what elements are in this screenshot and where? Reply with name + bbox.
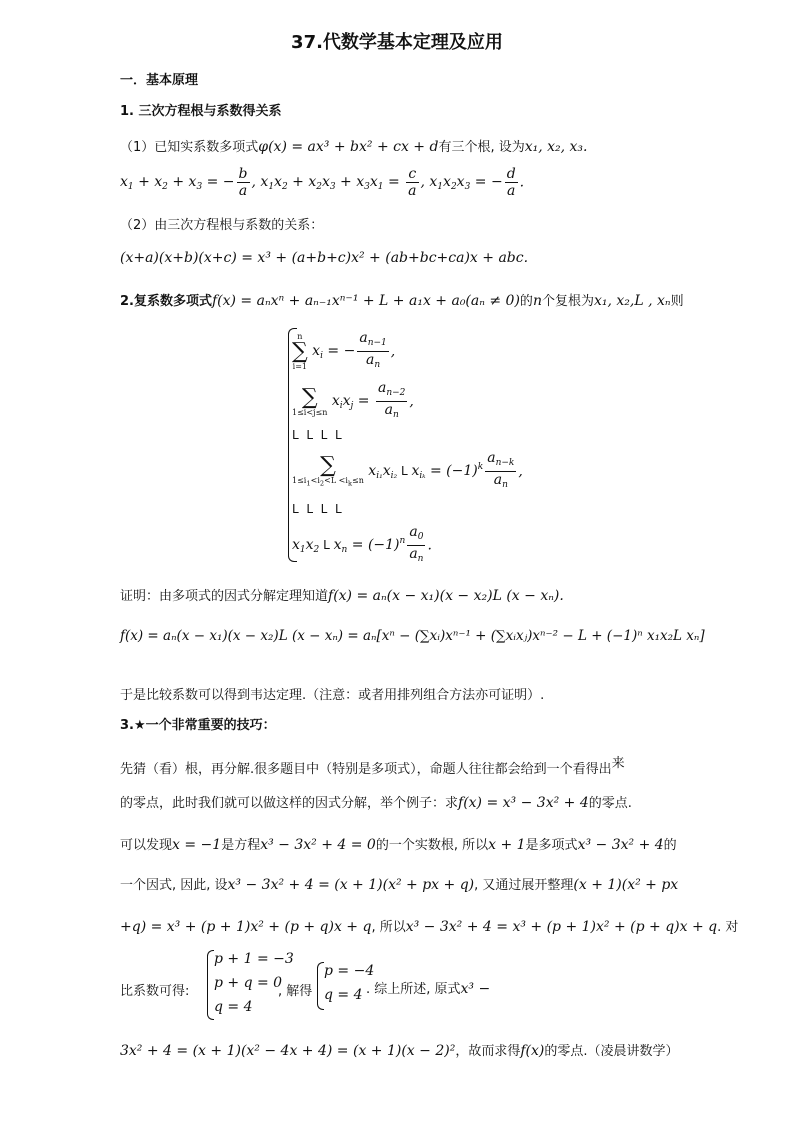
example-formula: (x + 1)(x² + px xyxy=(573,877,679,893)
example-line-2 xyxy=(120,874,678,893)
example-text: 是多项式 xyxy=(525,838,578,853)
cubic-polynomial-formula: φ(x) = ax³ + bx² + cx + d xyxy=(258,139,439,155)
system-eq-3: q = 4 xyxy=(214,999,253,1015)
system-brace xyxy=(207,950,214,1020)
example-formula: +q) = x³ + (p + 1)x² + (p + q)x + q xyxy=(120,919,372,935)
summary-text xyxy=(366,978,490,997)
paragraph-prefix: （1）已知实系数多项式 xyxy=(120,140,259,155)
example-formula: x³ − 3x² + 4 = (x + 1)(x² + px + q) xyxy=(227,877,475,893)
final-factorization: 3x² + 4 = (x + 1)(x² − 4x + 4) = (x + 1)(x − 2)² xyxy=(120,1043,456,1059)
example-line-final xyxy=(120,1040,678,1059)
connector-text: 个复根为 xyxy=(541,294,594,309)
example-text: 的 xyxy=(663,838,677,853)
page-title: 37.代数学基本定理及应用 xyxy=(291,32,503,53)
technique-line-2 xyxy=(120,792,632,811)
example-formula: f(x) xyxy=(520,1043,545,1059)
vieta-n-k-terms: ∑ $1\le i_1<i_2<L <i_k\le n$ $x_{i_1}x_{i_2}$ L $x_{i_k} = (-1)^k$ $\frac{a_{n-k}}{a_n}$ , xyxy=(292,450,523,490)
subsection-technique: 3.★一个非常重要的技巧： xyxy=(120,718,276,733)
proof-statement xyxy=(120,585,564,604)
solution-eq-2: q = 4 xyxy=(324,987,363,1003)
paragraph-cubic-definition xyxy=(120,136,588,155)
system-eq-1: p + 1 = −3 xyxy=(214,951,294,967)
example-text: 的一个实数根, 所以 xyxy=(375,838,489,853)
connector-text: 的 xyxy=(519,294,533,309)
vieta-n-sum: n ∑ i=1 $x_i$ = − $\frac{a_{n-1}}{a_n}$ , xyxy=(292,330,396,371)
vieta-n-pairs: ∑ 1≤i<j≤n $x_ix_j$ = $\frac{a_{n-2}}{a_n}$ , xyxy=(292,380,414,420)
ellipsis-row: L L L L xyxy=(292,428,342,442)
system-eq-2: p + q = 0 xyxy=(214,975,283,991)
expansion-formula: f(x) = aₙ(x − x₁)(x − x₂)L (x − xₙ) = aₙ[xⁿ − (∑xᵢ)xⁿ⁻¹ + (∑xᵢxⱼ)xⁿ⁻² − L + (−1)ⁿ x₁x₂L xₙ] xyxy=(120,628,705,644)
subsection-cubic-vieta: 1. 三次方程根与系数得关系 xyxy=(120,104,282,119)
example-text: 可以发现 xyxy=(120,838,173,853)
example-text: , 所以 xyxy=(371,920,406,935)
example-line-3 xyxy=(120,916,738,935)
paragraph-complex-polynomial xyxy=(120,290,684,309)
example-text: 一个因式, 因此, 设 xyxy=(120,878,228,893)
example-text: 的零点.（凌晨讲数学） xyxy=(544,1044,679,1059)
technique-text-end: 来 xyxy=(611,756,625,771)
example-text: ，故而求得 xyxy=(455,1044,521,1059)
degree-symbol: n xyxy=(532,293,542,309)
example-formula: x³ − 3x² + 4 = x³ + (p + 1)x² + (p + q)x + q xyxy=(405,919,718,935)
paragraph-cubic-relation: （2）由三次方程根与系数的关系： xyxy=(120,218,324,233)
ellipsis-row: L L L L xyxy=(292,502,342,516)
technique-text: 的零点，此时我们就可以做这样的因式分解，举个例子：求 xyxy=(120,796,459,811)
solve-label: , 解得 xyxy=(278,984,313,999)
technique-text: 先猜（看）根，再分解.很多题目中（特别是多项式），命题人往往都会给到一个看得出 xyxy=(120,762,612,777)
proof-prefix: 证明：由多项式的因式分解定理知道 xyxy=(120,589,329,604)
connector-text: 则 xyxy=(670,294,684,309)
example-text: . 综上所述, 原式 xyxy=(366,982,461,997)
example-line-1 xyxy=(120,834,677,853)
example-function: f(x) = x³ − 3x² + 4 xyxy=(458,795,589,811)
example-formula: x = −1 xyxy=(172,837,222,853)
paragraph-suffix: 有三个根, 设为 xyxy=(438,140,525,155)
roots-formula: x₁, x₂, x₃. xyxy=(524,139,588,155)
system-brace xyxy=(317,962,324,1010)
factorization-formula: f(x) = aₙ(x − x₁)(x − x₂)L (x − xₙ). xyxy=(328,588,564,604)
technique-line-1 xyxy=(120,752,625,777)
solution-eq-1: p = −4 xyxy=(324,963,375,979)
technique-text: 的零点. xyxy=(588,796,632,811)
example-formula: x³ − xyxy=(460,981,491,997)
compare-label: 比系数可得: xyxy=(120,984,190,999)
subsection-complex-polynomial: 2.复系数多项式 xyxy=(120,294,212,309)
example-formula: x³ − 3x² + 4 = 0 xyxy=(260,837,376,853)
cubic-expansion-formula: (x+a)(x+b)(x+c) = x³ + (a+b+c)x² + (ab+bc+ca)x + abc. xyxy=(120,250,529,266)
vieta-formulas: $x_1 + x_2 + x_3$ = − $\frac{b}{a}$ , $x_1x_2 + x_2x_3 + x_3x_1$ = $\frac{c}{a}$ , $x_1x_2x_3$ = − $\frac{d}{a}$ . xyxy=(120,166,525,199)
example-text: . 对 xyxy=(717,920,739,935)
section-heading-basics: 一．基本原理 xyxy=(120,73,199,88)
complex-roots: x₁, x₂,L , xₙ xyxy=(593,293,671,309)
example-text: 是方程 xyxy=(221,838,261,853)
example-formula: x³ − 3x² + 4 xyxy=(577,837,664,853)
example-text: , 又通过展开整理 xyxy=(474,878,574,893)
vieta-n-product: $x_1x_2$ L $x_n = (-1)^n$ $\frac{a_0}{a_n}$ . xyxy=(292,524,432,564)
example-formula: x + 1 xyxy=(488,837,526,853)
conclusion-text: 于是比较系数可以得到韦达定理.（注意：或者用排列组合方法亦可证明）. xyxy=(120,688,545,703)
complex-polynomial-formula: f(x) = aₙxⁿ + aₙ₋₁xⁿ⁻¹ + L + a₁x + a₀(aₙ ≠ 0) xyxy=(211,293,520,309)
